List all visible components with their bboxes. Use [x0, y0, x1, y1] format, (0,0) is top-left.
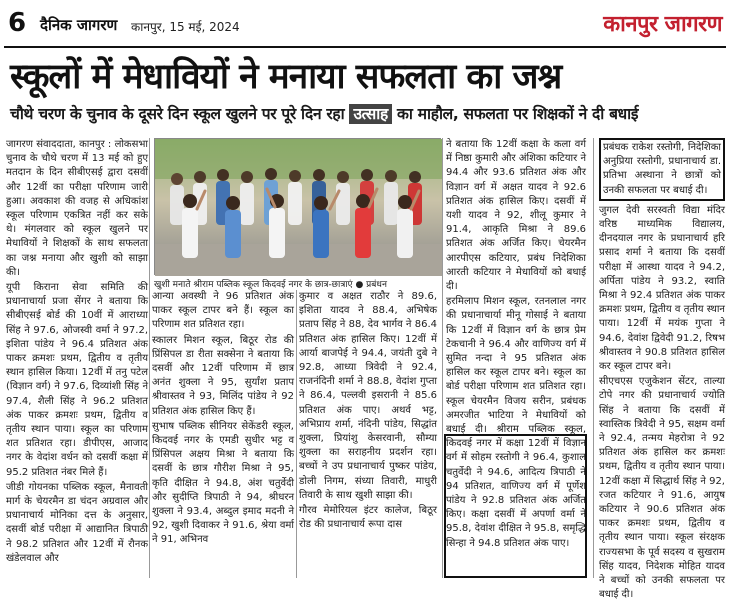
paragraph: आन्या अवस्थी ने 96 प्रतिशत अंक पाकर स्कूल टापर बने हैं। स्कूल का परिणाम शत प्रतिशत रहा। — [152, 291, 294, 331]
subhead-after: का माहौल, सफलता पर शिक्षकों ने दी बधाई — [397, 105, 639, 123]
column-rule — [442, 138, 443, 578]
page-number: 6 — [8, 8, 27, 38]
paragraph: हरमिलाप मिशन स्कूल, रतनलाल नगर की प्रधानाचार्या मीनू गोसाई ने बताया कि 12वीं में विज्ञान वर्ग के छात्र प्रेम टेकचानी ने 96.4 और वाणिज्य वर्ग में सुमित नन्दा ने 95 प्रतिशत अंक हासिल कर स्कूल टापर बने। स्कूल का बोर्ड परीक्षा परिणाम शत प्रतिशत रहा। स्कूल चेयरमैन विजय सरीन, प्रबंधक अमरजीत भाटिया ने मेधावियों को बधाई दी। श्रीराम पब्लिक स्कूल, किदवई नगर में कक्षा 12वीं में विज्ञान वर्ग में सोहम रस्तोगी ने 96.4, कुशाल चतुर्वेदी ने 94.6, आदित्य त्रिपाठी ने 94 प्रतिशत, वाणिज्य वर्ग में पूर्णेश पांडेय ने 92.8 प्रतिशत अंक अर्जित किए। कक्षा दसवीं में अपर्णा वर्मा ने 95.8, देवांश दीक्षित ने 95.8, समृद्धि सिन्हा ने 94.8 प्रतिशत अंक पाए। — [446, 296, 586, 549]
paragraph: प्रबंधक राकेश रस्तोगी, निदेशिका अनुप्रिया रस्तोगी, प्रधानाचार्य डा. प्रतिभा अस्थाना ने छात्रों को उनकी सफलता पर बधाई दी। — [599, 138, 725, 201]
subhead-before: चौथे चरण के चुनाव के दूसरे दिन स्कूल खुलने पर पूरे दिन रहा — [10, 105, 345, 123]
highlight-frame — [444, 434, 587, 578]
article-column-5 — [599, 138, 725, 601]
column-rule — [149, 138, 150, 578]
dateline: कानपुर, 15 मई, 2024 — [131, 20, 240, 34]
paper-name: दैनिक जागरण — [40, 16, 118, 34]
photo-caption: खुशी मनाते श्रीराम पब्लिक स्कूल किदवई नगर के छात्र-छात्राएं ● प्रबंधन — [154, 280, 387, 290]
paragraph: गौरव मेमोरियल इंटर कालेज, बिठूर रोड की प्रधानाचार्य रूपा दास — [299, 505, 437, 531]
header-rule — [4, 46, 726, 48]
paragraph: सीएचएस एजुकेशन सेंटर, ताल्या टोपे नगर की प्रधानाचार्य ज्योति सिंह ने बताया कि दसवीं में स्वास्तिक त्रिवेदी ने 95, सक्षम वर्मा ने 92.4, तन्मय मेहरोत्रा ने 92 प्रतिशत अंक हासिल कर क्रमशः प्रथम, द्वितीय व तृतीय स्थान पाया। 12वीं कक्षा में सिद्धार्थ सिंह ने 92, रजत कटियार ने 91.6, आयुष कटियार ने 90.6 प्रतिशत अंक पाकर क्रमशः प्रथम, द्वितीय व तृतीय स्थान पाया। स्कूल संरक्षक राज्यसभा के पूर्व सदस्य व सुखराम सिंह यादव, निदेशक मोहित यादव ने बच्चों को उनकी सफलता पर बधाई दी। — [599, 376, 725, 601]
headline: स्कूलों में मेधावियों ने मनाया सफलता का जश्न — [10, 57, 562, 97]
paragraph: यूपी किराना सेवा समिति की प्रधानाचार्या प्रजा सेंगर ने बताया कि सीबीएसई बोर्ड की 10वीं में आराध्या सिंह ने 97.6, ओजस्वी वर्मा ने 97.2, इशिता पांडेय ने 96.4 प्रतिशत अंक पाकर क्रमशः प्रथम, द्वितीय व तृतीय स्थान हासिल किया। 12वीं में तनु पटेल (विज्ञान वर्ग) ने 97.6, दिव्यांशी सिंह ने 97.4, शैली सिंह ने 96.2 प्रतिशत अंक पाकर क्रमशः प्रथम, द्वितीय व तृतीय स्थान पाया। स्कूल का परिणाम शत प्रतिशत रहा। डीपीएस, आजाद नगर के वेदांश वर्धन को दसवीं कक्षा में 95.2 प्रतिशत नंबर मिले हैं। — [6, 282, 148, 478]
group-photo — [154, 138, 441, 275]
page-header — [0, 0, 730, 48]
subheadline — [10, 102, 722, 124]
article-column-3 — [299, 290, 437, 578]
paragraph: जागरण संवाददाता, कानपुर : लोकसभा चुनाव के चौथे चरण में 13 मई को हुए मतदान के दिन सीबीएसई द्वारा दसवीं और 12वीं का परीक्षा परिणाम जारी हुआ। अवकाश की वजह से अधिकांश स्कूल परिणाम एकत्रित नहीं कर सके थे। मंगलवार को स्कूल खुलने पर मेधावियों ने शिक्षकों के साथ सफलता का जश्न मनाया और खुशी को साझा की। — [6, 139, 148, 278]
paragraph: जुगल देवी सरस्वती विद्या मंदिर वरिष्ठ माध्यमिक विद्यालय, दीनदयाल नगर के प्रधानाचार्य हरि प्रसाद शर्मा ने बताया कि दसवीं परीक्षा में आस्था यादव ने 94.2, अर्पिता पांडेय ने 93.2, स्वाति मिश्रा ने 92.4 प्रतिशत अंक पाकर क्रमशः प्रथम, द्वितीय व तृतीय स्थान पाया। 12वीं में मयंक गुप्ता ने 94.6, देवांश द्विवेदी 91.2, रिषभ श्रीवास्तव ने 90.8 प्रतिशत हासिल कर स्कूल टापर बने। — [599, 204, 725, 373]
article-column-1 — [6, 138, 148, 578]
column-rule — [296, 290, 297, 578]
column-rule — [593, 138, 594, 578]
paragraph: जीडी गोयनका पब्लिक स्कूल, मैनावती मार्ग के चेयरमैन डा चंदन अग्रवाल और प्रधानाचार्य मोनिका दत्त के अनुसार, दसवीं बोर्ड परीक्षा में आद्यानित त्रिपाठी ने 98.2 प्रतिशत और 12वीं में रौनक खंडेलवाल और — [6, 481, 148, 564]
paragraph: कुमार व अक्षत राठौर ने 89.6, इशिता यादव ने 88.4, अभिषेक प्रताप सिंह ने 88, देव भार्गव ने 86.4 प्रतिशत अंक हासिल किए। 12वीं में आर्या बाजपेई ने 94.4, जयंती दुबे ने 92.8, आध्या त्रिवेदी ने 92.4, राजनंदिनी शर्मा ने 88.8, वेदांश गुप्ता ने 86.4, पल्लवी इसरानी ने 85.6 प्रतिशत अंक पाए। अथर्व भट्ट, अभिप्राय शर्मा, नंदिनी पांडेय, सिद्धांत शुक्ला, प्रियांशु केसरवानी, सौम्या शुक्ला का सराहनीय प्रदर्शन रहा। बच्चों ने उप प्रधानाचार्य पुष्कर पांडेय, डोली निगम, संध्या तिवारी, माधुरी तिवारी के साथ खुशी साझा की। — [299, 291, 437, 501]
edition-name: कानपुर जागरण — [603, 12, 722, 37]
paragraph: सुभाष पब्लिक सीनियर सेकेंडरी स्कूल, किदवई नगर के एमडी सुधीर भट्ट व प्रिंसिपल अक्षय मिश्रा ने बताया कि दसवीं के छात्र गौरीश मिश्रा ने 95, कृति दीक्षित ने 94.8, अंश चतुर्वेदी और सुदीप्ति त्रिपाठी ने 94, श्रीधरन शुक्ला ने 93.4, अब्दुल इमाद मदनी ने 92, खुशी दिवाकर ने 91.6, श्रेया वर्मा ने 91, अभिनव — [152, 420, 294, 546]
subhead-highlight: उत्साह — [349, 104, 391, 124]
article-column-2 — [152, 290, 294, 578]
paragraph: ने बताया कि 12वीं कक्षा के कला वर्ग में निष्ठा कुमारी और अंशिका कटियार ने 94.4 और 93.6 प्रतिशत अंक और विज्ञान वर्ग में अक्षत यादव ने 92.6 प्रतिशत अंक हासिल किए। दसवीं में यशी यादव ने 92, शीलू कुमार ने 91.4, आकृति मिश्रा ने 89.6 प्रतिशत अंक अर्जित किए। चेयरमैन आरपीएस कटियार, प्रबंध निदेशिका आरती कटियार ने मेधावियों को बधाई दी। — [446, 139, 586, 293]
paragraph: स्कालर मिशन स्कूल, बिठूर रोड की प्रिंसिपल डा रीता सक्सेना ने बताया कि दसवीं और 12वीं परिणाम में छात्र अनंत शुक्ला ने 95, सुर्यांश प्रताप श्रीवास्तव ने 93, मिलिंद पांडेय ने 92 प्रतिशत अंक हासिल किए हैं। — [152, 334, 294, 417]
